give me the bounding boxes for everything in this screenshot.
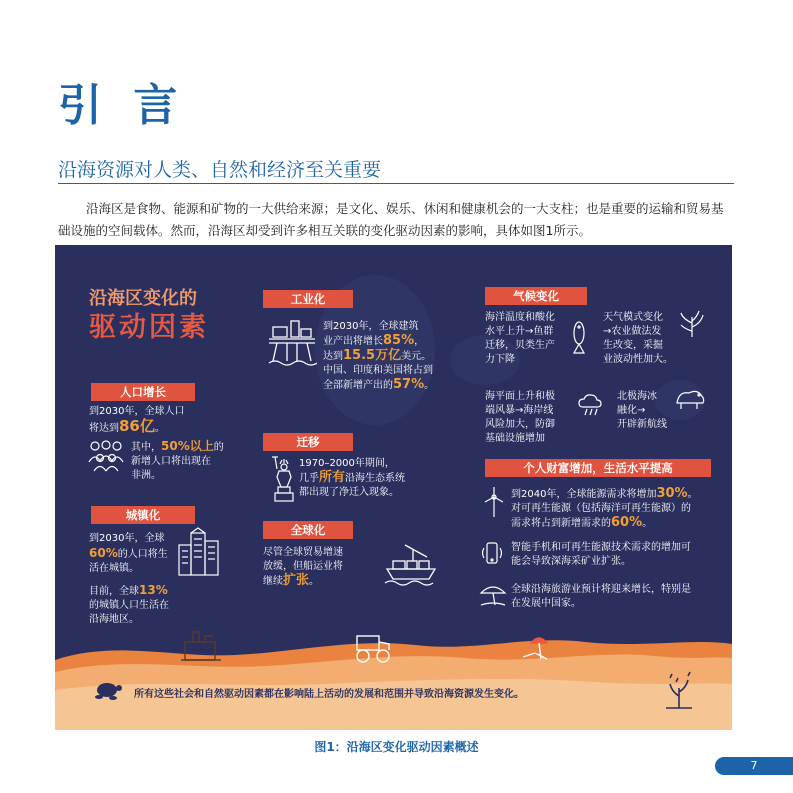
crowd-icon (87, 438, 125, 472)
storm-cloud-icon (577, 393, 603, 419)
smartphone-icon (481, 540, 503, 566)
climate-text-c: 海平面上升和极 端风暴→海岸线 风险加大，防御 基础设施增加 (485, 391, 555, 444)
wealth-tourism-text: 全球沿海旅游业预计将迎来增长，特别是 在发展中国家。 (511, 584, 691, 609)
infographic-title-line2: 驱动因素 (89, 312, 209, 343)
page-title: 引 言 (58, 80, 186, 131)
climate-text-a: 海洋温度和酸化 水平上升→鱼群 迁移，贝类生产 力下降 (485, 312, 555, 365)
industrialization-tag: 工业化 (263, 290, 353, 308)
figure-caption: 图1：沿海区变化驱动因素概述 (314, 740, 479, 754)
industrialization-text: 到2030年，全球建筑 业产出将增长85%， 达到15.5万亿美元。 中国、印度和美国将占到 全部新增产出的57%。 (323, 321, 435, 392)
bottom-note: 所有这些社会和自然驱动因素都在影响陆上活动的发展和范围并导致沿海资源发生变化。 (134, 689, 524, 700)
infographic-title-line1: 沿海区变化的 (89, 288, 197, 309)
climate-text-b: 天气模式变化 →农业做法发 生改变，采掘 业波动性加大。 (603, 312, 673, 365)
tractor-icon (349, 630, 395, 666)
migration-text: 1970–2000年期间， 几乎所有沿海生态系统 都出现了净迁入现象。 (299, 458, 406, 498)
page-number: 7 (715, 757, 793, 775)
intro-paragraph: 沿海区是食物、能源和矿物的一大供给来源；是文化、娱乐、休闲和健康机会的一大支柱；也是重要的运输和贸易基础设施的空间载体。然而，沿海区却受到许多相互关联的变化驱动因素的影响，具体如图1所示。 (58, 201, 724, 238)
beach-umbrella-icon (479, 581, 507, 607)
polar-bear-icon (673, 385, 707, 411)
migration-tag: 迁移 (263, 433, 353, 451)
plant-icon (677, 309, 707, 339)
climate-text-d: 北极海冰 融化→ 开辟新航线 (617, 391, 667, 430)
factory-icon (179, 628, 223, 664)
wind-turbine-icon (481, 485, 507, 519)
seaweed-icon (662, 670, 696, 710)
turtle-icon (91, 677, 123, 703)
urbanization-tag: 城镇化 (91, 506, 195, 524)
subtitle-rule (58, 183, 734, 184)
wealth-energy-text: 到2040年，全球能源需求将增加30%。 对可再生能源（包括海洋可再生能源）的 需求将占到新增需求的60%。 (511, 486, 698, 530)
globalization-text: 尽管全球贸易增速 放缓，但船运业将 继续扩张。 (263, 547, 343, 588)
fish-icon (569, 317, 589, 357)
cargo-ship-icon (383, 541, 439, 587)
wealth-tag: 个人财富增加，生活水平提高 (485, 459, 711, 477)
city-buildings-icon (177, 527, 221, 577)
population-text-2: 其中，50%以上的 新增人口将出现在 非洲。 (131, 439, 224, 481)
drivers-infographic (55, 245, 732, 730)
beach-chair-icon (519, 631, 559, 663)
wealth-phone-text: 智能手机和可再生能源技术需求的增加可 能会导致深海采矿业扩张。 (511, 542, 691, 567)
urbanization-text-2: 目前，全球13% 的城镇人口生活在 沿海地区。 (89, 583, 169, 625)
globalization-tag: 全球化 (263, 521, 353, 539)
population-tag: 人口增长 (91, 383, 195, 401)
urbanization-text-1: 到2030年，全球 60%的人口将生 活在城镇。 (89, 533, 168, 574)
oil-rig-icon (267, 317, 317, 367)
climate-change-tag: 气候变化 (485, 287, 587, 305)
population-text-1: 到2030年，全球人口 将达到86亿。 (89, 406, 185, 435)
section-subtitle: 沿海资源对人类、自然和经济至关重要 (58, 159, 382, 181)
